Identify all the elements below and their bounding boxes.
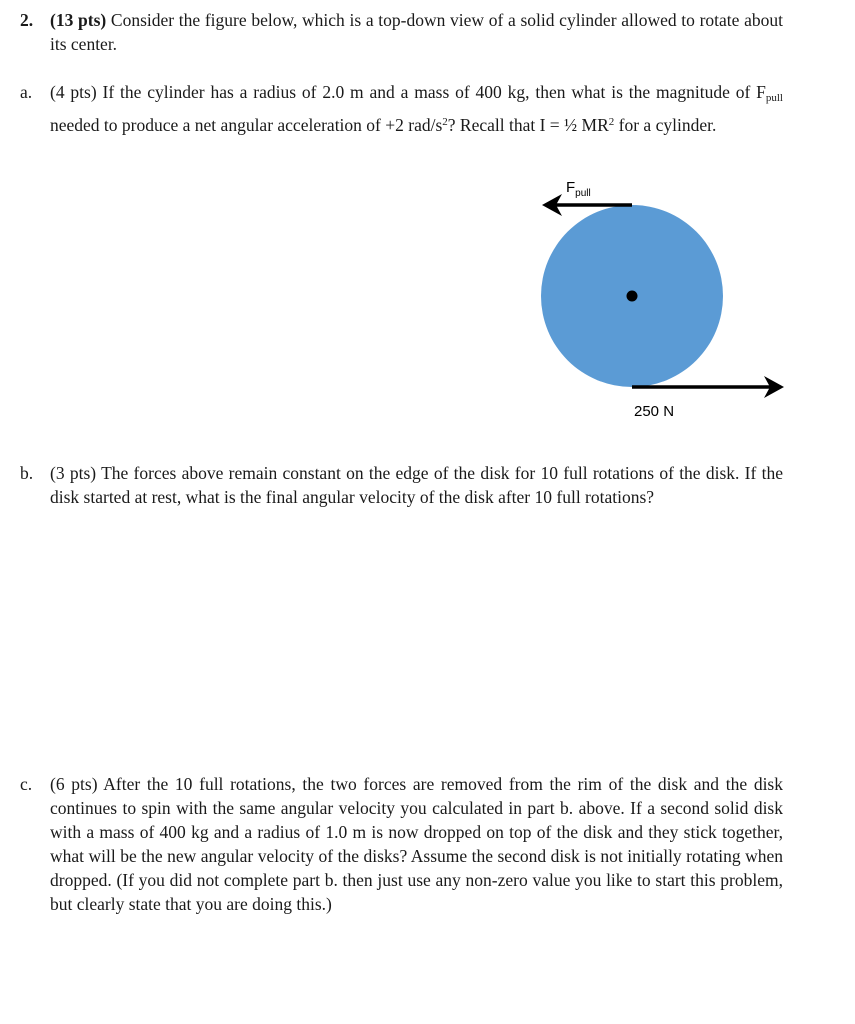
- question-points: (13 pts): [50, 10, 107, 30]
- part-b-label: b.: [20, 463, 34, 483]
- force-250n-label: 250 N: [634, 403, 675, 420]
- question-prompt: Consider the figure below, which is a top-down view of a solid cylinder allowed to rotate about its center.: [50, 10, 783, 54]
- part-a-label: a.: [20, 82, 33, 102]
- part-c-label: c.: [20, 774, 33, 794]
- force-pull-label-sub: pull: [575, 188, 591, 199]
- part-c-text: (6 pts) After the 10 full rotations, the two forces are removed from the rim of the disk and the disk continues to spin with the same angular velocity you calculated in part b. above. If a second solid disk with a mass of 400 kg and a radius of 1.0 m is now dropped on top of the disk and they stick together, what will be the new angular velocity of the disks? Assume the second disk is not initially rotating when dropped. (If you did not complete part b. then just use any non-zero value you like to start this problem, but clearly state that you are doing this.): [50, 774, 783, 914]
- part-a-subscript: pull: [765, 92, 783, 104]
- cylinder-figure: [530, 170, 800, 430]
- part-a-text-3: ? Recall that I = ½ MR: [447, 115, 609, 135]
- part-a-superscript-1: 2: [442, 116, 448, 128]
- force-pull-label: [566, 179, 591, 199]
- part-a-text-1: (4 pts) If the cylinder has a radius of 2.0 m and a mass of 400 kg, then what is the magnitude of F: [50, 82, 766, 102]
- part-b-text: (3 pts) The forces above remain constant on the edge of the disk for 10 full rotations of the disk. If the disk started at rest, what is the final angular velocity of the disk after 10 full rotations?: [50, 463, 783, 507]
- question-number: 2.: [20, 10, 34, 30]
- part-a-superscript-2: 2: [608, 116, 615, 128]
- part-a-text-4: for a cylinder.: [614, 115, 717, 135]
- force-pull-label-main: F: [566, 179, 576, 196]
- question-text: [50, 8, 783, 56]
- center-dot: [627, 291, 638, 302]
- part-a-text-2: needed to produce a net angular acceleration of +2 rad/s: [50, 115, 443, 135]
- part-a-text: [50, 80, 783, 137]
